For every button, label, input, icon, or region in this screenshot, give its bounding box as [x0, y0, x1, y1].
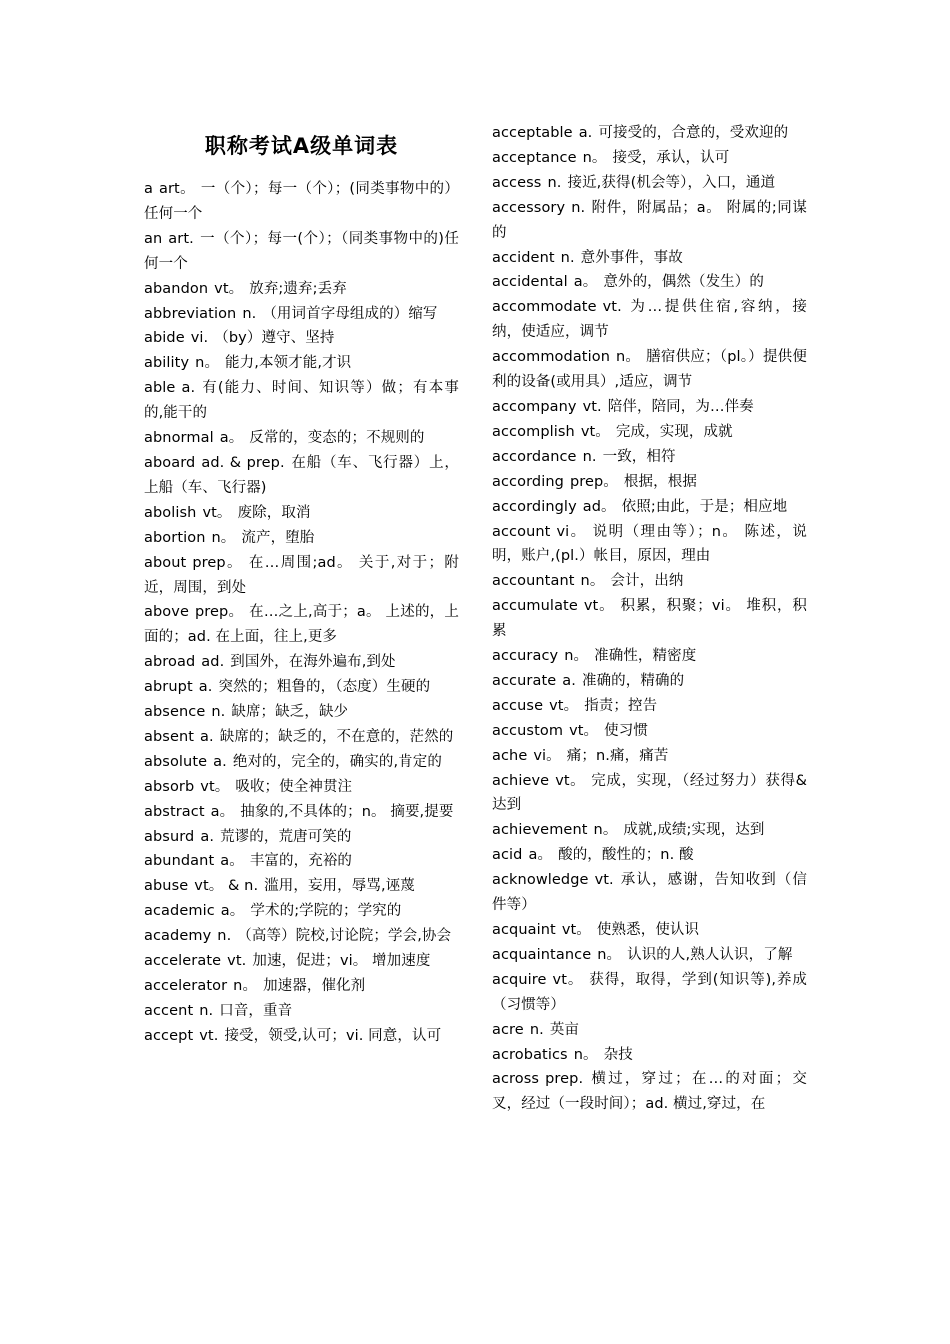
vocab-entry — [144, 999, 459, 1024]
entry-definition: 附件，附属品；a。 附属的;同谋的 — [492, 199, 807, 241]
entry-part-of-speech: vt。 — [583, 598, 615, 615]
vocab-entry — [492, 1067, 807, 1117]
entry-word: achieve — [492, 772, 550, 789]
entry-word: accommodate — [492, 299, 597, 316]
entry-part-of-speech: vt。 — [214, 280, 244, 297]
entry-definition: 获得，取得，学到(知识等),养成（习惯等） — [492, 971, 807, 1013]
entry-part-of-speech: prep。 — [569, 473, 618, 490]
entry-definition: 膳宿供应；（pl。）提供便利的设备(或用具）,适应，调节 — [492, 349, 807, 391]
entry-definition: 意外事件，事故 — [580, 249, 683, 266]
entry-part-of-speech: a。 — [219, 430, 244, 447]
entry-definition: 积累，积聚；vi。 堆积，积累 — [492, 598, 807, 640]
entry-definition: 根据，根据 — [623, 473, 697, 490]
entry-word: absurd — [144, 828, 195, 845]
entry-word: aboard — [144, 454, 196, 471]
vocab-entry — [144, 800, 459, 825]
entry-part-of-speech: vt. — [582, 398, 602, 415]
entry-word: account — [492, 523, 551, 540]
entry-definition: 突然的；粗鲁的，（态度）生硬的 — [218, 679, 431, 696]
entry-part-of-speech: vt。 — [555, 772, 586, 789]
vocab-entry — [492, 943, 807, 968]
entry-part-of-speech: n。 — [593, 822, 618, 839]
entry-part-of-speech: vt. — [199, 1027, 219, 1044]
entry-definition: 一致，相符 — [602, 448, 676, 465]
entry-definition: 荒谬的，荒唐可笑的 — [220, 828, 352, 845]
vocab-entry — [144, 849, 459, 874]
entry-part-of-speech: n。 — [211, 529, 236, 546]
entry-word: across — [492, 1071, 540, 1088]
entry-word: achievement — [492, 822, 588, 839]
entry-part-of-speech: n. — [560, 249, 575, 266]
vocab-entry — [492, 843, 807, 868]
entry-word: absence — [144, 704, 206, 721]
entry-definition: 准确性，精密度 — [594, 648, 697, 665]
entry-part-of-speech: a. — [181, 380, 196, 397]
entry-definition: 一（个）；每一(个）；（同类事物中的)任何一个 — [144, 230, 459, 272]
entry-definition: 依照;由此，于是；相应地 — [621, 498, 788, 515]
entry-definition: 痛；n.痛，痛苦 — [566, 747, 669, 764]
entry-part-of-speech: n. — [199, 1002, 214, 1019]
entry-definition: 完成，实现，成就 — [615, 423, 733, 440]
entry-part-of-speech: n。 — [233, 978, 258, 994]
entry-part-of-speech: n。 — [573, 1046, 598, 1063]
entry-word: accessory — [492, 199, 566, 216]
left-column — [144, 121, 459, 1049]
vocab-entry — [492, 196, 807, 246]
entry-part-of-speech: n。 — [564, 648, 589, 665]
entry-definition: 可接受的，合意的，受欢迎的 — [598, 125, 789, 141]
entry-definition: 陪伴，陪同，为…伴奏 — [607, 398, 754, 415]
entry-definition: 认识的人,熟人认识，了解 — [627, 946, 793, 963]
vocab-entry — [144, 899, 459, 924]
entry-definition: 杂技 — [603, 1046, 633, 1063]
vocab-entry — [144, 874, 459, 899]
entry-word: acquire — [492, 971, 547, 988]
entry-word: a — [144, 181, 153, 197]
vocab-entry — [492, 968, 807, 1018]
entry-part-of-speech: vt. — [602, 299, 622, 316]
entry-word: abrupt — [144, 679, 193, 696]
entry-part-of-speech: art. — [168, 230, 194, 247]
entry-definition: 绝对的，完全的，确实的,肯定的 — [232, 753, 442, 770]
entry-definition: （高等）院校,讨论院；学会,协会 — [237, 928, 452, 945]
entry-part-of-speech: ad。 — [582, 498, 616, 515]
entry-definition: 在…周围;ad。 关于,对于；附近，周围，到处 — [144, 554, 459, 596]
entry-definition: 使习惯 — [604, 722, 648, 739]
entry-part-of-speech: a。 — [573, 274, 598, 291]
vocab-entry — [492, 1018, 807, 1043]
vocab-entry — [492, 171, 807, 196]
entry-definition: 指责；控告 — [584, 697, 658, 714]
left-entry-list — [144, 177, 459, 1049]
vocab-entry — [144, 177, 459, 227]
vocab-entry — [144, 1024, 459, 1049]
entry-word: accidental — [492, 274, 568, 291]
vocab-entry — [144, 302, 459, 327]
entry-definition: 成就,成绩;实现，达到 — [623, 822, 765, 839]
entry-definition: 在…之上,高于；a。 上述的，上面的；ad. 在上面，往上,更多 — [144, 604, 459, 646]
entry-word: accent — [144, 1002, 194, 1019]
vocab-entry — [492, 495, 807, 520]
vocab-entry — [492, 420, 807, 445]
entry-word: abuse — [144, 878, 189, 895]
entry-definition: （用词首字母组成的）缩写 — [262, 305, 438, 322]
entry-word: above — [144, 604, 189, 621]
entry-word: accelerator — [144, 978, 228, 994]
vocab-entry — [492, 719, 807, 744]
vocab-entry — [492, 470, 807, 495]
entry-part-of-speech: n. — [582, 448, 597, 465]
entry-part-of-speech: n。 — [597, 946, 622, 963]
entry-definition: 准确的，精确的 — [581, 672, 685, 689]
entry-word: absent — [144, 728, 195, 745]
vocab-entry — [144, 924, 459, 949]
entry-definition: 滥用，妄用，辱骂,诬蔑 — [264, 878, 415, 895]
entry-part-of-speech: ad. & prep. — [201, 454, 285, 471]
vocab-entry — [144, 376, 459, 426]
entry-word: accomplish — [492, 423, 575, 440]
entry-part-of-speech: vt。 — [561, 922, 591, 938]
vocab-entry — [144, 227, 459, 277]
entry-definition: 酸的，酸性的；n. 酸 — [558, 847, 694, 864]
vocab-entry — [144, 725, 459, 750]
entry-part-of-speech: vi。 — [533, 747, 561, 764]
vocab-entry — [144, 650, 459, 675]
entry-part-of-speech: a. — [198, 679, 213, 696]
vocab-entry — [144, 326, 459, 351]
entry-word: accumulate — [492, 598, 578, 615]
entry-word: acceptable — [492, 125, 573, 141]
vocab-entry — [144, 451, 459, 501]
entry-definition: 会计，出纳 — [610, 573, 684, 590]
entry-word: acquaintance — [492, 946, 592, 963]
entry-definition: 口音，重音 — [219, 1002, 293, 1019]
entry-word: absolute — [144, 753, 208, 770]
entry-part-of-speech: n. — [211, 704, 226, 721]
entry-definition: 一（个）；每一（个）；(同类事物中的）任何一个 — [144, 181, 459, 222]
entry-word: accordingly — [492, 498, 577, 515]
vocab-entry — [144, 351, 459, 376]
entry-word: accompany — [492, 398, 577, 415]
entry-definition: 完成，实现，（经过努力）获得& 达到 — [492, 772, 807, 814]
entry-word: accommodation — [492, 349, 610, 366]
vocab-entry — [492, 1043, 807, 1068]
entry-definition: 抽象的,不具体的；n。 摘要,提要 — [240, 803, 454, 820]
vocab-entry — [144, 526, 459, 551]
entry-word: ability — [144, 355, 190, 372]
entry-part-of-speech: vt. — [594, 872, 614, 889]
entry-word: accurate — [492, 672, 557, 689]
entry-definition: 加速器，催化剂 — [263, 978, 366, 994]
entry-word: abnormal — [144, 430, 214, 447]
vocab-entry — [492, 644, 807, 669]
entry-definition: 为…提供住宿,容纳，接纳，使适应，调节 — [492, 299, 807, 341]
entry-definition: 到国外，在海外遍布,到处 — [230, 654, 396, 671]
entry-word: able — [144, 380, 176, 397]
vocab-entry — [492, 694, 807, 719]
entry-part-of-speech: a. — [562, 672, 576, 689]
entry-definition: 说明（理由等）；n。 陈述，说明，账户,(pl.）帐目，原因，理由 — [492, 523, 807, 565]
entry-word: academic — [144, 903, 215, 920]
vocab-entry — [144, 501, 459, 526]
entry-definition: 缺席；缺乏，缺少 — [231, 704, 349, 721]
entry-part-of-speech: vt。 — [549, 697, 579, 714]
entry-word: abroad — [144, 654, 196, 671]
vocab-entry — [144, 277, 459, 302]
entry-part-of-speech: prep。 — [194, 604, 244, 621]
entry-part-of-speech: a。 — [528, 847, 553, 864]
entry-definition: 丰富的，充裕的 — [249, 853, 353, 870]
vocab-entry — [492, 121, 807, 146]
entry-word: access — [492, 174, 542, 191]
vocab-entry — [144, 750, 459, 775]
entry-definition: 使熟悉，使认识 — [596, 922, 700, 938]
entry-part-of-speech: vt。 — [580, 423, 610, 440]
entry-part-of-speech: n。 — [616, 349, 641, 366]
entry-definition: 加速，促进；vi。 增加速度 — [252, 953, 431, 970]
page-title: 职称考试A级单词表 — [204, 134, 399, 158]
vocab-entry — [492, 295, 807, 345]
entry-word: accustom — [492, 722, 564, 739]
entry-definition: 有(能力、时间、知识等）做；有本事的,能干的 — [144, 380, 459, 422]
entry-definition: 反常的，变态的；不规则的 — [249, 430, 425, 447]
vocab-entry — [492, 395, 807, 420]
vocab-entry — [144, 600, 459, 650]
entry-word: abandon — [144, 280, 209, 297]
entry-part-of-speech: art。 — [159, 181, 195, 197]
vocab-entry — [144, 551, 459, 601]
entry-part-of-speech: n. — [571, 199, 586, 216]
entry-word: accept — [144, 1027, 194, 1044]
entry-word: abstract — [144, 803, 205, 820]
entry-definition: 承认，感谢，告知收到（信件等） — [492, 872, 807, 914]
entry-word: ache — [492, 747, 528, 764]
entry-word: abbreviation — [144, 305, 237, 322]
entry-part-of-speech: a。 — [220, 853, 244, 870]
vocab-entry — [492, 744, 807, 769]
entry-word: academy — [144, 928, 212, 945]
entry-part-of-speech: a. — [200, 828, 215, 845]
entry-word: abolish — [144, 504, 197, 521]
vocab-entry — [492, 594, 807, 644]
entry-part-of-speech: vt。 & n. — [194, 878, 259, 895]
vocab-entry — [492, 246, 807, 271]
entry-part-of-speech: n. — [529, 1021, 544, 1038]
entry-part-of-speech: vt。 — [552, 971, 584, 988]
entry-word: acid — [492, 847, 523, 864]
entry-word: acre — [492, 1021, 524, 1038]
entry-part-of-speech: n。 — [195, 355, 220, 372]
entry-part-of-speech: a。 — [210, 803, 235, 820]
vocab-entry — [492, 769, 807, 819]
vocab-entry — [144, 775, 459, 800]
vocab-entry — [492, 918, 807, 943]
entry-word: accountant — [492, 573, 575, 590]
entry-part-of-speech: vt。 — [569, 722, 599, 739]
entry-part-of-speech: vi。 — [556, 523, 587, 540]
entry-definition: 意外的，偶然（发生）的 — [603, 274, 764, 291]
vocab-entry — [144, 949, 459, 974]
entry-part-of-speech: vt。 — [200, 778, 230, 795]
entry-definition: 接受，领受,认可；vi. 同意，认可 — [224, 1027, 442, 1044]
entry-part-of-speech: vt. — [227, 953, 247, 970]
vocab-entry — [492, 345, 807, 395]
vocab-entry — [492, 520, 807, 570]
entry-part-of-speech: vt。 — [202, 504, 232, 521]
entry-definition: 学术的;学院的；学究的 — [250, 903, 402, 920]
entry-definition: 废除，取消 — [237, 504, 311, 521]
entry-part-of-speech: n。 — [580, 573, 605, 590]
entry-definition: 在船（车、飞行器）上，上船（车、飞行器) — [144, 454, 459, 496]
entry-word: absorb — [144, 778, 195, 795]
vocab-entry — [492, 569, 807, 594]
vocab-entry — [144, 974, 459, 999]
entry-part-of-speech: a。 — [220, 903, 245, 920]
entry-word: accordance — [492, 448, 577, 465]
entry-word: abundant — [144, 853, 215, 870]
entry-part-of-speech: ad. — [201, 654, 225, 671]
vocab-entry — [144, 426, 459, 451]
entry-definition: 横过，穿过；在…的对面；交叉，经过（一段时间）；ad. 横过,穿过，在 — [492, 1071, 807, 1113]
entry-definition: 接受，承认，认可 — [612, 149, 730, 166]
entry-word: accident — [492, 249, 555, 266]
entry-word: accuse — [492, 697, 544, 714]
vocab-entry — [144, 675, 459, 700]
entry-definition: 能力,本领才能,才识 — [225, 355, 352, 372]
entry-word: acrobatics — [492, 1046, 568, 1063]
entry-word: acquaint — [492, 922, 556, 938]
entry-word: about — [144, 554, 187, 571]
entry-word: accelerate — [144, 953, 222, 970]
entry-definition: 英亩 — [549, 1021, 580, 1038]
entry-part-of-speech: n. — [242, 305, 257, 322]
vocab-entry — [492, 146, 807, 171]
entry-part-of-speech: a. — [578, 125, 593, 141]
entry-part-of-speech: a. — [200, 728, 214, 745]
right-entry-list — [492, 121, 807, 1117]
entry-definition: 缺席的；缺乏的，不在意的，茫然的 — [219, 728, 454, 745]
vocab-entry — [492, 270, 807, 295]
entry-definition: 放弃;遗弃;丢弃 — [249, 280, 347, 297]
entry-definition: 接近,获得(机会等），入口，通道 — [567, 174, 776, 191]
vocab-entry — [144, 700, 459, 725]
entry-word: acknowledge — [492, 872, 589, 889]
entry-word: according — [492, 473, 564, 490]
entry-part-of-speech: prep。 — [192, 554, 243, 571]
entry-word: accuracy — [492, 648, 559, 665]
entry-word: an — [144, 230, 163, 247]
entry-definition: 流产，堕胎 — [241, 529, 315, 546]
entry-word: acceptance — [492, 149, 577, 166]
entry-definition: （by）遵守、坚持 — [214, 330, 335, 347]
vocab-entry — [144, 825, 459, 850]
vocab-entry — [492, 445, 807, 470]
vocab-entry — [492, 818, 807, 843]
entry-part-of-speech: prep. — [545, 1071, 584, 1088]
vocab-entry — [492, 868, 807, 918]
vocab-entry — [492, 669, 807, 694]
entry-part-of-speech: n。 — [582, 149, 607, 166]
right-column — [492, 121, 807, 1117]
entry-part-of-speech: n. — [547, 174, 562, 191]
entry-part-of-speech: vi. — [190, 330, 209, 347]
entry-part-of-speech: n. — [217, 928, 232, 945]
entry-definition: 吸收；使全神贯注 — [235, 778, 353, 795]
entry-word: abide — [144, 330, 185, 347]
entry-word: abortion — [144, 529, 206, 546]
entry-part-of-speech: a. — [213, 753, 227, 770]
